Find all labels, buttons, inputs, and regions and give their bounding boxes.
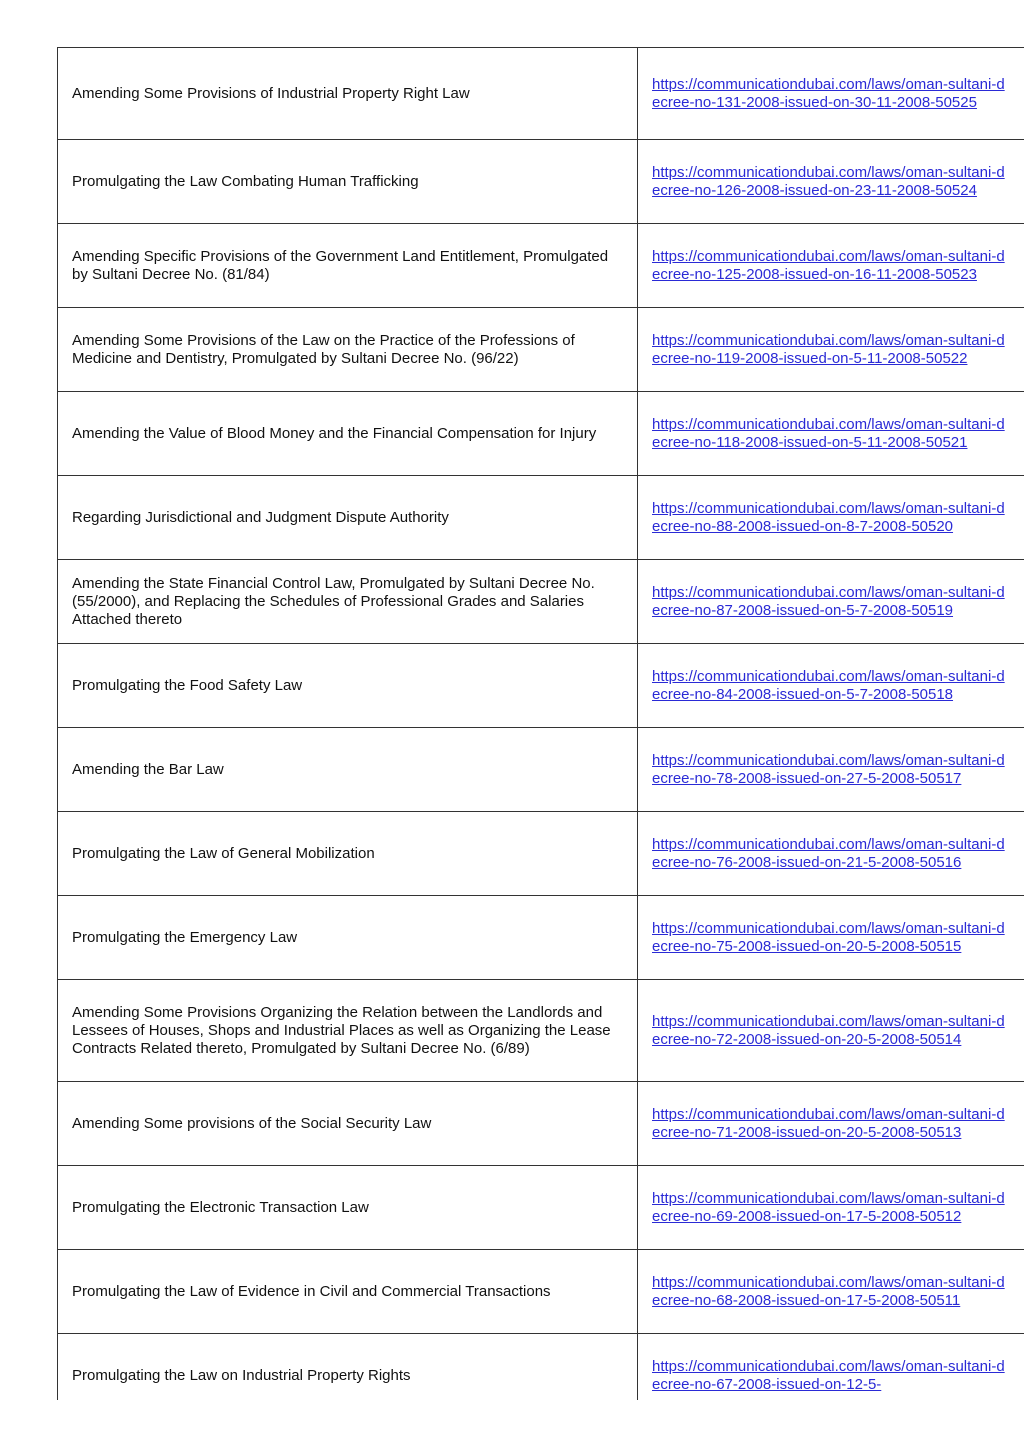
law-link-cell [638,1082,1024,1166]
laws-table [57,47,1024,1418]
law-link-cell [638,476,1024,560]
table-row [58,476,1024,560]
law-link[interactable]: https://communicationdubai.com/laws/oman-sultani-decree-no-69-2008-issued-on-17-5-2008-50512 [652,1189,1005,1225]
table-row [58,1166,1024,1250]
table-row [58,140,1024,224]
table-row [58,224,1024,308]
law-link[interactable]: https://communicationdubai.com/laws/oman-sultani-decree-no-72-2008-issued-on-20-5-2008-50514 [652,1012,1005,1048]
law-link[interactable]: https://communicationdubai.com/laws/oman-sultani-decree-no-126-2008-issued-on-23-11-2008-50524 [652,163,1005,199]
table-row [58,48,1024,140]
law-link-cell [638,1166,1024,1250]
page-bottom-margin [0,1400,1024,1449]
law-title: Amending the State Financial Control Law, Promulgated by Sultani Decree No. (55/2000), and Replacing the Schedules of Professional Grades and Salaries Attached thereto [58,560,638,644]
law-title: Amending the Bar Law [58,728,638,812]
law-title: Promulgating the Law on Industrial Property Rights [58,1334,638,1418]
law-title: Amending the Value of Blood Money and the Financial Compensation for Injury [58,392,638,476]
law-title: Regarding Jurisdictional and Judgment Dispute Authority [58,476,638,560]
laws-table-body [58,48,1024,1418]
law-title: Promulgating the Law of General Mobilization [58,812,638,896]
law-link[interactable]: https://communicationdubai.com/laws/oman-sultani-decree-no-125-2008-issued-on-16-11-2008-50523 [652,247,1005,283]
table-row [58,728,1024,812]
table-row [58,308,1024,392]
law-title: Amending Specific Provisions of the Government Land Entitlement, Promulgated by Sultani Decree No. (81/84) [58,224,638,308]
law-link[interactable]: https://communicationdubai.com/laws/oman-sultani-decree-no-67-2008-issued-on-12-5- [652,1357,1005,1393]
law-link[interactable]: https://communicationdubai.com/laws/oman-sultani-decree-no-118-2008-issued-on-5-11-2008-50521 [652,415,1005,451]
law-link-cell [638,1250,1024,1334]
law-title: Promulgating the Law of Evidence in Civil and Commercial Transactions [58,1250,638,1334]
law-link[interactable]: https://communicationdubai.com/laws/oman-sultani-decree-no-78-2008-issued-on-27-5-2008-50517 [652,751,1005,787]
law-link-cell [638,308,1024,392]
table-row [58,644,1024,728]
law-title: Amending Some provisions of the Social Security Law [58,1082,638,1166]
law-title: Amending Some Provisions of Industrial Property Right Law [58,48,638,140]
law-link-cell [638,812,1024,896]
law-link-cell [638,560,1024,644]
law-link[interactable]: https://communicationdubai.com/laws/oman-sultani-decree-no-68-2008-issued-on-17-5-2008-50511 [652,1273,1005,1309]
law-link-cell [638,728,1024,812]
table-row [58,560,1024,644]
law-title: Promulgating the Emergency Law [58,896,638,980]
table-row [58,896,1024,980]
law-title: Amending Some Provisions of the Law on the Practice of the Professions of Medicine and Dentistry, Promulgated by Sultani Decree No. (96/22) [58,308,638,392]
law-title: Promulgating the Law Combating Human Trafficking [58,140,638,224]
law-title: Promulgating the Food Safety Law [58,644,638,728]
law-link-cell [638,896,1024,980]
law-link-cell [638,48,1024,140]
law-link-cell [638,392,1024,476]
law-link[interactable]: https://communicationdubai.com/laws/oman-sultani-decree-no-88-2008-issued-on-8-7-2008-50520 [652,499,1005,535]
law-title: Promulgating the Electronic Transaction Law [58,1166,638,1250]
table-row [58,980,1024,1082]
table-row [58,1082,1024,1166]
law-link-cell [638,980,1024,1082]
law-link-cell [638,224,1024,308]
law-title: Amending Some Provisions Organizing the Relation between the Landlords and Lessees of Houses, Shops and Industrial Places as well as Organizing the Lease Contracts Related thereto, Promulgated by Sultani Decree No. (6/89) [58,980,638,1082]
law-link[interactable]: https://communicationdubai.com/laws/oman-sultani-decree-no-76-2008-issued-on-21-5-2008-50516 [652,835,1005,871]
table-row [58,392,1024,476]
table-row [58,1250,1024,1334]
law-link[interactable]: https://communicationdubai.com/laws/oman-sultani-decree-no-119-2008-issued-on-5-11-2008-50522 [652,331,1005,367]
law-link-cell [638,140,1024,224]
law-link[interactable]: https://communicationdubai.com/laws/oman-sultani-decree-no-84-2008-issued-on-5-7-2008-50518 [652,667,1005,703]
law-link[interactable]: https://communicationdubai.com/laws/oman-sultani-decree-no-87-2008-issued-on-5-7-2008-50519 [652,583,1005,619]
law-link[interactable]: https://communicationdubai.com/laws/oman-sultani-decree-no-71-2008-issued-on-20-5-2008-50513 [652,1105,1005,1141]
law-link[interactable]: https://communicationdubai.com/laws/oman-sultani-decree-no-75-2008-issued-on-20-5-2008-50515 [652,919,1005,955]
law-link[interactable]: https://communicationdubai.com/laws/oman-sultani-decree-no-131-2008-issued-on-30-11-2008-50525 [652,75,1005,111]
table-row [58,812,1024,896]
law-link-cell [638,644,1024,728]
